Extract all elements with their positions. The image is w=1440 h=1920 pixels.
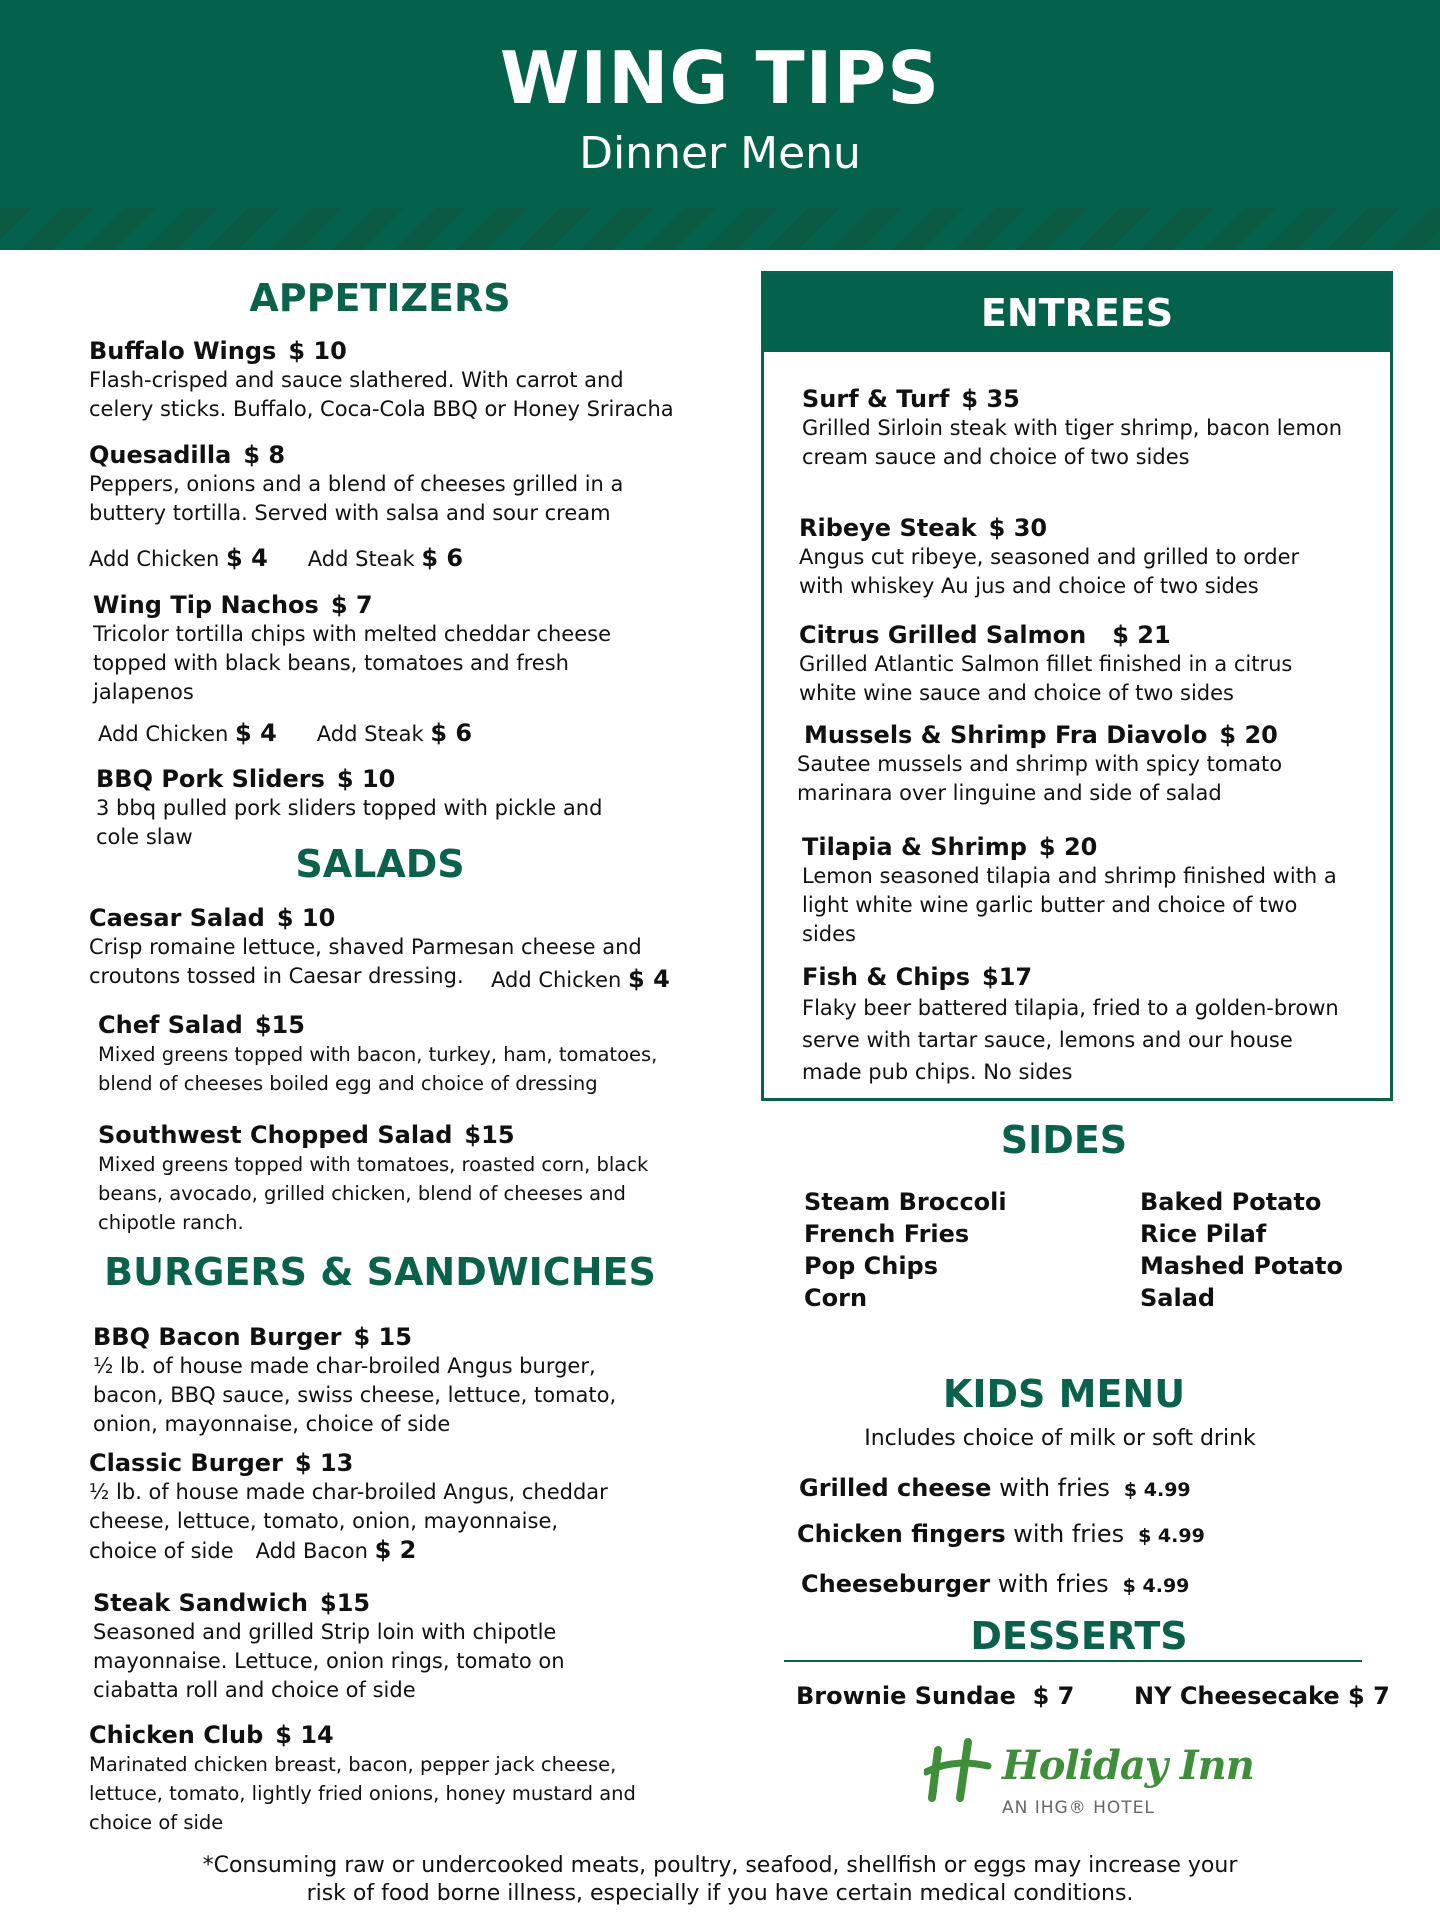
burgers-heading: BURGERS & SANDWICHES — [104, 1250, 656, 1294]
item-suffix: with fries — [999, 1474, 1110, 1502]
addon-price: $ 6 — [430, 719, 473, 747]
item-description-line: topped with black beans, tomatoes and fresh — [93, 651, 569, 675]
item-description-line: serve with tartar sauce, lemons and our house — [802, 1028, 1293, 1052]
addon-label: Add Steak — [307, 547, 415, 571]
item-price: $ 7 — [330, 591, 373, 619]
item-name: Fish & Chips — [802, 963, 971, 991]
item-description-line: 3 bbq pulled pork sliders topped with pickle and — [96, 796, 603, 820]
item-description-line: Lemon seasoned tilapia and shrimp finished with a — [802, 864, 1337, 888]
item-name: Chef Salad — [98, 1011, 243, 1039]
item-description-text: choice of side — [89, 1539, 234, 1563]
addon-options — [491, 965, 670, 993]
item-description-line: beans, avocado, grilled chicken, blend of cheeses and — [98, 1182, 626, 1205]
item-description-line: Grilled Sirloin steak with tiger shrimp, bacon lemon — [802, 416, 1343, 440]
item-price: $15 — [464, 1121, 515, 1149]
header-stripe-band — [0, 208, 1440, 250]
item-description-line — [89, 1536, 608, 1566]
item-price: $ 7 — [1032, 1682, 1075, 1710]
item-name: Mussels & Shrimp Fra Diavolo — [804, 721, 1208, 749]
item-price: $ 21 — [1112, 621, 1171, 649]
item-description-line: celery sticks. Buffalo, Coca-Cola BBQ or Honey Sriracha — [89, 397, 674, 421]
addon-label: Add Bacon — [255, 1539, 368, 1563]
item-description-line: Marinated chicken breast, bacon, pepper jack cheese, — [89, 1753, 617, 1776]
item-description-line: Grilled Atlantic Salmon fillet finished in a citrus — [799, 652, 1293, 676]
header-banner — [0, 0, 1440, 250]
item-description-line: ½ lb. of house made char-broiled Angus, cheddar — [89, 1480, 608, 1504]
item-price: $ 15 — [353, 1323, 412, 1351]
addon-label: Add Chicken — [491, 968, 622, 992]
menu-item — [98, 1120, 648, 1237]
dessert-item — [1134, 1682, 1390, 1710]
menu-item — [802, 384, 1342, 472]
item-name: Tilapia & Shrimp — [802, 833, 1027, 861]
menu-item — [98, 1010, 657, 1098]
item-description-line: cream sauce and choice of two sides — [802, 445, 1190, 469]
side-item: Rice Pilaf — [1140, 1220, 1267, 1248]
side-item: Corn — [804, 1284, 868, 1312]
side-item: Pop Chips — [804, 1252, 939, 1280]
item-description-line: ciabatta roll and choice of side — [93, 1678, 416, 1702]
item-name: NY Cheesecake — [1134, 1682, 1340, 1710]
side-item: Steam Broccoli — [804, 1188, 1007, 1216]
item-description-line: mayonnaise. Lettuce, onion rings, tomato on — [93, 1649, 565, 1673]
item-description-line: marinara over linguine and side of salad — [797, 781, 1222, 805]
desserts-heading: DESSERTS — [970, 1614, 1188, 1658]
disclaimer-line: *Consuming raw or undercooked meats, poultry, seafood, shellfish or eggs may increase your — [202, 1853, 1238, 1878]
addon-price: $ 4 — [628, 965, 670, 993]
item-description-line: croutons tossed in Caesar dressing. — [89, 964, 464, 988]
item-price: $15 — [320, 1589, 371, 1617]
menu-item — [799, 513, 1299, 601]
item-description-line: Flaky beer battered tilapia, fried to a golden-brown — [802, 996, 1339, 1020]
item-description-line: Mixed greens topped with tomatoes, roasted corn, black — [98, 1153, 649, 1176]
item-price: $17 — [982, 963, 1033, 991]
addon-label: Add Steak — [316, 722, 424, 746]
menu-item — [802, 832, 1337, 949]
menu-item — [797, 720, 1282, 808]
item-description-line: Sautee mussels and shrimp with spicy tomato — [797, 752, 1283, 776]
side-item: Salad — [1140, 1284, 1216, 1312]
item-description-line: choice of side — [89, 1811, 224, 1834]
side-item: French Fries — [804, 1220, 970, 1248]
menu-subtitle: Dinner Menu — [579, 128, 861, 179]
item-price: $ 30 — [988, 514, 1048, 542]
item-name: Wing Tip Nachos — [93, 591, 319, 619]
logo-sub-text: AN IHG® HOTEL — [1002, 1798, 1155, 1818]
dessert-item — [796, 1682, 1074, 1710]
item-name: Citrus Grilled Salmon — [799, 621, 1087, 649]
kids-menu-item — [797, 1520, 1205, 1548]
item-price: $ 4.99 — [1123, 1479, 1191, 1501]
holiday-inn-h-logo-icon — [924, 1736, 994, 1806]
holiday-inn-logo — [920, 1736, 1254, 1826]
menu-item — [802, 962, 1339, 1088]
item-description-line: Angus cut ribeye, seasoned and grilled to order — [799, 545, 1300, 569]
side-item: Mashed Potato — [1140, 1252, 1343, 1280]
salads-heading: SALADS — [295, 842, 465, 886]
item-price: $ 10 — [276, 904, 336, 932]
item-description-line: onion, mayonnaise, choice of side — [93, 1412, 451, 1436]
item-name: Classic Burger — [89, 1449, 283, 1477]
item-name: Ribeye Steak — [799, 514, 977, 542]
kids-menu-note: Includes choice of milk or soft drink — [864, 1426, 1256, 1451]
item-description-line: chipotle ranch. — [98, 1211, 244, 1234]
menu-item — [89, 1448, 608, 1566]
item-name: Caesar Salad — [89, 904, 265, 932]
desserts-divider — [784, 1660, 1362, 1662]
addon-options — [89, 544, 463, 572]
item-description-line: with whiskey Au jus and choice of two sides — [799, 574, 1259, 598]
item-name: Cheeseburger — [801, 1570, 991, 1598]
item-name: Buffalo Wings — [89, 337, 277, 365]
logo-brand-text: Holiday Inn — [1002, 1742, 1254, 1789]
disclaimer-line: risk of food borne illness, especially if you have certain medical conditions. — [306, 1881, 1134, 1906]
item-price: $ 13 — [294, 1449, 354, 1477]
menu-item — [93, 590, 611, 707]
item-description-line: cheese, lettuce, tomato, onion, mayonnaise, — [89, 1509, 559, 1533]
sides-list-left — [804, 1186, 1007, 1314]
item-suffix: with fries — [1013, 1520, 1125, 1548]
appetizers-heading: APPETIZERS — [249, 276, 511, 320]
menu-title: WING TIPS — [499, 36, 941, 120]
item-price: $ 35 — [961, 385, 1020, 413]
item-description-line: ½ lb. of house made char-broiled Angus burger, — [93, 1354, 596, 1378]
item-name: Grilled cheese — [799, 1474, 992, 1502]
item-price: $ 4.99 — [1122, 1575, 1190, 1597]
item-name: Chicken Club — [89, 1721, 264, 1749]
menu-item — [799, 620, 1292, 708]
item-name: BBQ Bacon Burger — [93, 1323, 342, 1351]
addon-options — [98, 719, 472, 747]
item-price: $ 20 — [1038, 833, 1098, 861]
item-price: $ 10 — [288, 337, 347, 365]
item-description-line: cole slaw — [96, 825, 193, 849]
item-name: Surf & Turf — [802, 385, 950, 413]
item-description-line: Tricolor tortilla chips with melted cheddar cheese — [93, 622, 611, 646]
food-safety-disclaimer — [180, 1852, 1260, 1908]
menu-item — [93, 1588, 565, 1705]
item-description-line: Flash-crisped and sauce slathered. With carrot and — [89, 368, 624, 392]
item-price: $ 8 — [243, 441, 286, 469]
item-price: $ 7 — [1348, 1682, 1390, 1710]
item-price: $ 4.99 — [1138, 1525, 1205, 1547]
entrees-heading: ENTREES — [764, 274, 1390, 352]
addon-price: $ 4 — [235, 719, 277, 747]
item-description-line: Seasoned and grilled Strip loin with chipotle — [93, 1620, 557, 1644]
addon-price: $ 4 — [226, 544, 268, 572]
item-name: Brownie Sundae — [796, 1682, 1016, 1710]
kids-menu-heading: KIDS MENU — [942, 1372, 1186, 1416]
item-name: Southwest Chopped Salad — [98, 1121, 453, 1149]
item-description-line: bacon, BBQ sauce, swiss cheese, lettuce, tomato, — [93, 1383, 617, 1407]
item-description-line: lettuce, tomato, lightly fried onions, honey mustard and — [89, 1782, 636, 1805]
side-item: Baked Potato — [1140, 1188, 1322, 1216]
item-description-line: white wine sauce and choice of two sides — [799, 681, 1235, 705]
item-price: $ 14 — [275, 1721, 334, 1749]
menu-item — [89, 440, 623, 528]
item-description-line: jalapenos — [93, 680, 194, 704]
kids-menu-item — [799, 1474, 1191, 1502]
sides-list-right — [1140, 1186, 1343, 1314]
item-description-line: Peppers, onions and a blend of cheeses grilled in a — [89, 472, 624, 496]
item-description-line: sides — [802, 922, 856, 946]
menu-item — [89, 1720, 636, 1837]
menu-item — [89, 336, 674, 424]
item-description-line: blend of cheeses boiled egg and choice of dressing — [98, 1072, 598, 1095]
item-description-line: made pub chips. No sides — [802, 1060, 1073, 1084]
kids-menu-item — [801, 1570, 1189, 1598]
item-name: BBQ Pork Sliders — [96, 765, 325, 793]
item-description-line: light white wine garlic butter and choice of two — [802, 893, 1298, 917]
item-description-line: buttery tortilla. Served with salsa and sour cream — [89, 501, 611, 525]
item-name: Quesadilla — [89, 441, 232, 469]
item-price: $15 — [254, 1011, 305, 1039]
item-description-line: Mixed greens topped with bacon, turkey, ham, tomatoes, — [98, 1043, 658, 1066]
addon-label: Add Chicken — [98, 722, 229, 746]
addon-price: $ 6 — [421, 544, 464, 572]
sides-heading: SIDES — [1000, 1118, 1128, 1162]
item-name: Steak Sandwich — [93, 1589, 309, 1617]
item-price: $ 10 — [336, 765, 396, 793]
addon-price: $ 2 — [374, 1536, 417, 1564]
item-name: Chicken fingers — [797, 1520, 1006, 1548]
menu-item — [93, 1322, 616, 1439]
menu-item — [96, 764, 602, 852]
item-price: $ 20 — [1219, 721, 1278, 749]
item-description-line: Crisp romaine lettuce, shaved Parmesan cheese and — [89, 935, 642, 959]
addon-label: Add Chicken — [89, 547, 220, 571]
item-suffix: with fries — [997, 1570, 1109, 1598]
